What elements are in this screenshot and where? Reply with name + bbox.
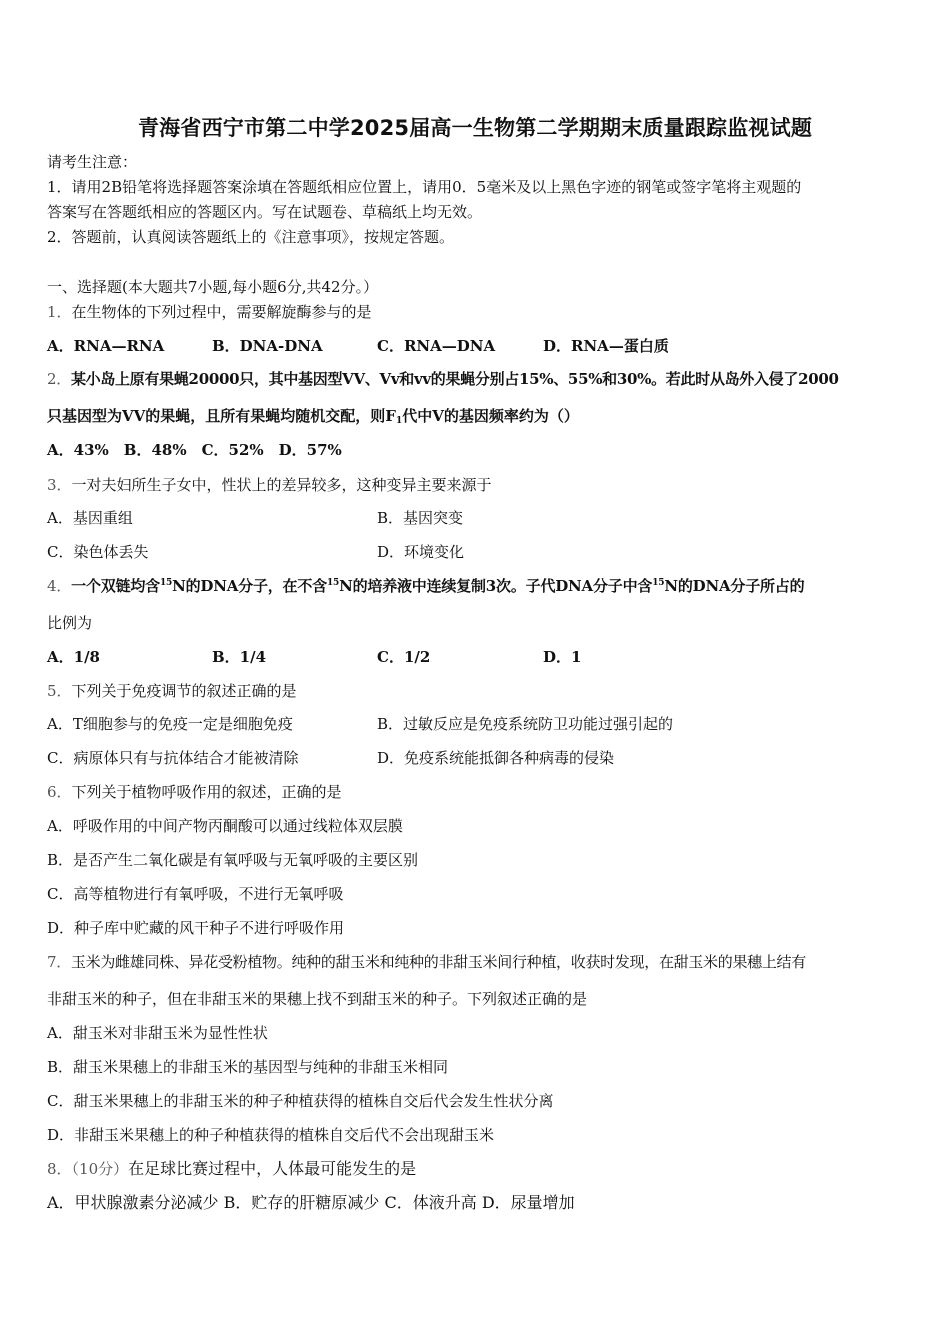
- section-heading: 一、选择题(本大题共7小题,每小题6分,共42分。）: [47, 278, 379, 296]
- question-1: [47, 302, 372, 322]
- q8-options: A．甲状腺激素分泌减少 B．贮存的肝糖原减少 C．体液升高 D．尿量增加: [47, 1193, 575, 1212]
- notice-heading: 请考生注意：: [47, 153, 138, 171]
- q5-option-b: B．过敏反应是免疫系统防卫功能过强引起的: [377, 715, 674, 733]
- q1-option-b: B．DNA-DNA: [212, 337, 323, 355]
- question-text: 一对夫妇所生子女中，性状上的差异较多，这种变异主要来源于: [71, 476, 492, 494]
- question-number: 4．: [47, 577, 72, 595]
- page-title: 青海省西宁市第二中学2025届高一生物第二学期期末质量跟踪监视试题: [137, 116, 813, 140]
- q5-option-c: C．病原体只有与抗体结合才能被清除: [47, 749, 299, 767]
- question-4-cont: 比例为: [47, 614, 93, 632]
- question-text-part: N的DNA分子所占的: [664, 577, 805, 595]
- question-3: [47, 475, 492, 495]
- question-8: [47, 1159, 416, 1179]
- q4-option-b: B．1/4: [212, 648, 267, 666]
- notice-line-2: 2．答题前，认真阅读答题纸上的《注意事项》，按规定答题。: [47, 228, 455, 246]
- q6-option-d: D．种子库中贮藏的风干种子不进行呼吸作用: [47, 919, 345, 937]
- q7-option-c: C．甜玉米果穗上的非甜玉米的种子种植获得的植株自交后代会发生性状分离: [47, 1092, 554, 1110]
- q7-option-b: B．甜玉米果穗上的非甜玉米的基因型与纯种的非甜玉米相同: [47, 1058, 449, 1076]
- q1-option-d: D．RNA—蛋白质: [543, 337, 669, 355]
- notice-line-1b: 答案写在答题纸相应的答题区内。写在试题卷、草稿纸上均无效。: [47, 203, 483, 221]
- q6-option-c: C．高等植物进行有氧呼吸，不进行无氧呼吸: [47, 885, 344, 903]
- question-5: [47, 681, 297, 701]
- q3-option-c: C．染色体丢失: [47, 543, 149, 561]
- question-score: （10分）: [71, 1160, 129, 1178]
- question-6: [47, 782, 342, 802]
- question-text: 在足球比赛过程中，人体最可能发生的是: [128, 1159, 417, 1178]
- question-text: 下列关于植物呼吸作用的叙述，正确的是: [71, 783, 342, 801]
- subscript: 1: [395, 416, 403, 426]
- question-text: 在生物体的下列过程中，需要解旋酶参与的是: [71, 303, 372, 321]
- q1-option-a: A．RNA—RNA: [47, 337, 165, 355]
- superscript: 15: [326, 578, 340, 588]
- question-text: 玉米为雌雄同株、异花受粉植物。纯种的甜玉米和纯种的非甜玉米间行种植，收获时发现，在甜玉米的果穗上结有: [70, 953, 806, 971]
- question-text-part: 只基因型为VV的果蝇，且所有果蝇均随机交配，则F: [47, 407, 396, 425]
- q5-option-d: D．免疫系统能抵御各种病毒的侵染: [377, 749, 615, 767]
- question-text-part: N的培养液中连续复制3次。子代DNA分子中含: [339, 577, 653, 595]
- q3-option-a: A．基因重组: [47, 509, 133, 527]
- question-number: 8．: [47, 1160, 72, 1178]
- question-number: 2．: [47, 370, 71, 388]
- question-number: 1．: [47, 303, 72, 321]
- question-text-part: 一个双链均含: [71, 577, 160, 595]
- question-number: 3．: [47, 476, 72, 494]
- question-text: 下列关于免疫调节的叙述正确的是: [71, 682, 297, 700]
- question-number: 7．: [47, 953, 71, 971]
- question-text-part: N的DNA分子，在不含: [172, 577, 327, 595]
- q3-option-d: D．环境变化: [377, 543, 465, 561]
- question-2-cont: [47, 406, 579, 426]
- superscript: 15: [652, 578, 665, 588]
- question-4: [47, 576, 804, 596]
- question-text: 某小岛上原有果蝇20000只，其中基因型VV、Vv和vv的果蝇分别占15%、55%和30%。若此时从岛外入侵了2000: [70, 370, 839, 388]
- q6-option-b: B．是否产生二氧化碳是有氧呼吸与无氧呼吸的主要区别: [47, 851, 419, 869]
- q6-option-a: A．呼吸作用的中间产物丙酮酸可以通过线粒体双层膜: [47, 817, 403, 835]
- question-7-cont: 非甜玉米的种子，但在非甜玉米的果穗上找不到甜玉米的种子。下列叙述正确的是: [47, 990, 588, 1008]
- question-2: [47, 369, 839, 389]
- q4-option-a: A．1/8: [47, 648, 100, 666]
- q1-option-c: C．RNA—DNA: [377, 337, 496, 355]
- question-number: 5．: [47, 682, 72, 700]
- q2-options: A．43% B．48% C．52% D．57%: [47, 441, 342, 459]
- q7-option-d: D．非甜玉米果穗上的种子种植获得的植株自交后代不会出现甜玉米: [47, 1126, 495, 1144]
- superscript: 15: [159, 578, 173, 588]
- question-number: 6．: [47, 783, 72, 801]
- q5-option-a: A．T细胞参与的免疫一定是细胞免疫: [47, 715, 293, 733]
- notice-line-1: 1．请用2B铅笔将选择题答案涂填在答题纸相应位置上，请用0．5毫米及以上黑色字迹的钢笔或签字笔将主观题的: [47, 178, 802, 196]
- q4-option-d: D．1: [543, 648, 582, 666]
- question-text-part: 代中V的基因频率约为（）: [402, 407, 579, 425]
- q3-option-b: B．基因突变: [377, 509, 464, 527]
- q4-option-c: C．1/2: [377, 648, 431, 666]
- question-7: [47, 952, 806, 972]
- q7-option-a: A．甜玉米对非甜玉米为显性性状: [47, 1024, 268, 1042]
